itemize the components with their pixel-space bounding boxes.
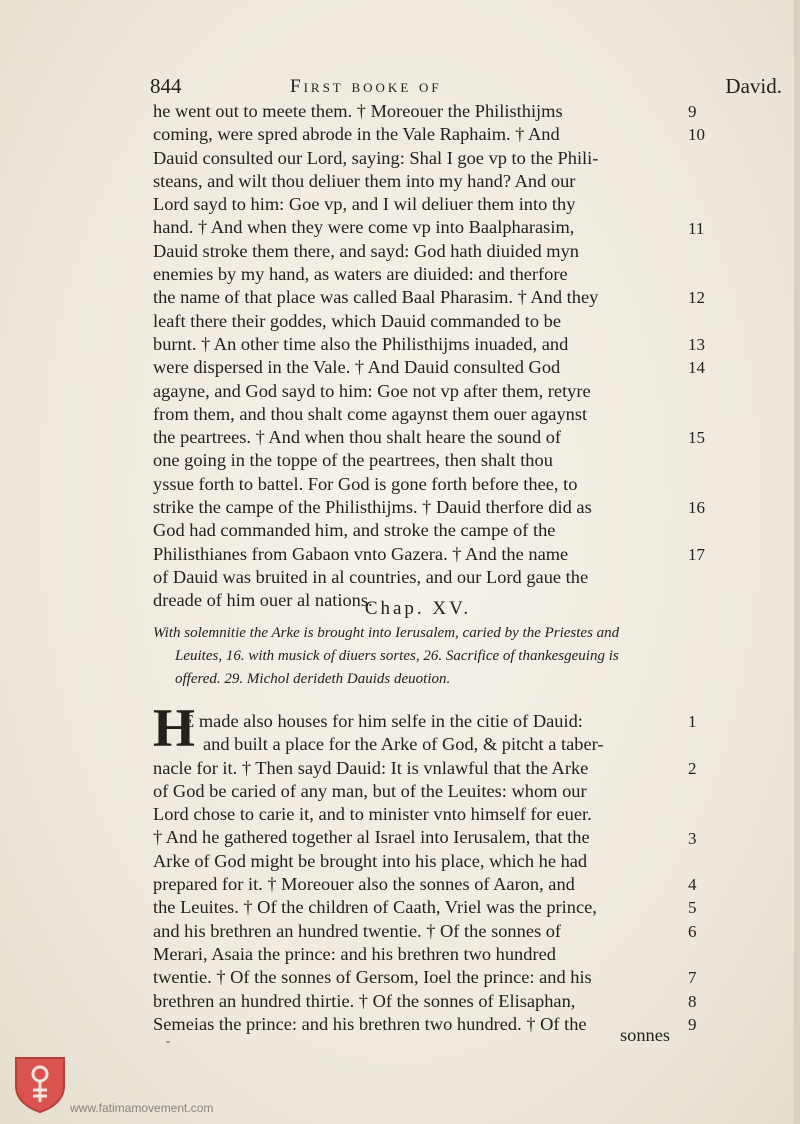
page-header <box>150 74 782 102</box>
text-block-1 <box>153 100 683 613</box>
verse-number: 9 <box>688 102 697 121</box>
text-line: E made also houses for him selfe in the citie of Dauid: <box>183 711 583 731</box>
text-line: Arke of God might be brought into his place, which he had <box>153 850 588 871</box>
text-line: hand. † And when they were come vp into Baalpharasim, <box>153 217 575 238</box>
text-line: one going in the toppe of the peartrees, then shalt thou <box>153 450 553 471</box>
argument-line: offered. 29. Michol derideth Dauids deuotion. <box>175 671 451 687</box>
text-line: yssue forth to battel. For God is gone forth before thee, to <box>153 473 578 494</box>
text-line: Lord chose to carie it, and to minister vnto himself for euer. <box>153 804 592 825</box>
text-line: and built a place for the Arke of God, & pitcht a taber- <box>203 734 604 755</box>
shield-logo-icon <box>12 1054 68 1114</box>
text-line: he went out to meete them. † Moreouer the Philisthijms <box>153 101 563 121</box>
text-line: burnt. † An other time also the Philisthijms inuaded, and <box>153 333 569 354</box>
text-line: from them, and thou shalt come agaynst them ouer agaynst <box>153 403 588 424</box>
verse-number: 11 <box>688 218 705 238</box>
footer-url[interactable]: www.fatimamovement.com <box>70 1101 214 1115</box>
text-line: Semeias the prince: and his brethren two hundred. † Of the <box>153 1013 587 1034</box>
text-line: † And he gathered together al Israel into Ierusalem, that the <box>153 827 590 848</box>
verse-number: 7 <box>688 968 697 988</box>
verse-number: 9 <box>688 1014 697 1034</box>
text-line: the name of that place was called Baal Pharasim. † And they <box>153 287 599 308</box>
text-line: steans, and wilt thou deliuer them into my hand? And our <box>153 170 576 191</box>
text-line: Merari, Asaia the prince: and his brethren two hundred <box>153 943 556 964</box>
verse-number: 3 <box>688 828 697 848</box>
margin-dash: - <box>166 1034 170 1048</box>
verse-number: 5 <box>688 898 697 918</box>
verse-number: 13 <box>688 335 705 354</box>
verse-number: 14 <box>688 358 705 378</box>
catchword: sonnes <box>620 1025 671 1045</box>
text-line: twentie. † Of the sonnes of Gersom, Ioel the prince: and his <box>153 967 592 988</box>
text-line: brethren an hundred thirtie. † Of the sonnes of Elisaphan, <box>153 990 576 1011</box>
text-line: the peartrees. † And when thou shalt heare the sound of <box>153 427 562 448</box>
verse-number: 8 <box>688 991 697 1011</box>
drop-capital: H <box>153 698 196 758</box>
verse-number: 17 <box>688 544 705 564</box>
verse-number: 1 <box>688 712 697 731</box>
text-line: God had commanded him, and stroke the campe of the <box>153 520 556 541</box>
text-line: and his brethren an hundred twentie. † Of the sonnes of <box>153 920 562 941</box>
text-line: Dauid stroke them there, and sayd: God hath diuided myn <box>153 240 579 261</box>
page-edge <box>794 0 800 1124</box>
text-block-2 <box>153 710 683 1036</box>
argument-line: With solemnitie the Arke is brought into Ierusalem, caried by the Priestes and <box>153 625 620 641</box>
text-line: Dauid consulted our Lord, saying: Shal I goe vp to the Phili- <box>153 147 599 168</box>
chapter-argument <box>153 622 733 691</box>
text-line: coming, were spred abrode in the Vale Raphaim. † And <box>153 124 560 145</box>
text-line: prepared for it. † Moreouer also the sonnes of Aaron, and <box>153 874 575 895</box>
verse-number: 6 <box>688 921 697 941</box>
folio: 844 <box>150 74 182 98</box>
verse-number: 10 <box>688 125 705 145</box>
running-title: First booke of <box>290 76 442 97</box>
text-line: the Leuites. † Of the children of Caath, Vriel was the prince, <box>153 897 597 918</box>
text-line: agayne, and God sayd to him: Goe not vp after them, retyre <box>153 380 591 401</box>
chapter-heading: Chap. XV. <box>364 598 472 619</box>
verse-number: 12 <box>688 288 705 308</box>
text-line: were dispersed in the Vale. † And Dauid consulted God <box>153 357 561 378</box>
verse-number: 4 <box>688 875 697 895</box>
text-line: of Dauid was bruited in al countries, and our Lord gaue the <box>153 566 589 587</box>
text-line: enemies by my hand, as waters are diuided: and therfore <box>153 264 568 285</box>
text-line: Philisthianes from Gabaon vnto Gazera. † And the name <box>153 543 569 564</box>
text-line: nacle for it. † Then sayd Dauid: It is vnlawful that the Arke <box>153 757 589 778</box>
verse-number: 15 <box>688 428 705 448</box>
text-line: dreade of him ouer al nations. <box>153 590 373 611</box>
running-title-right: David. <box>725 74 782 98</box>
text-line: Lord sayd to him: Goe vp, and I wil deliuer them into thy <box>153 194 576 215</box>
text-line: of God be caried of any man, but of the Leuites: whom our <box>153 780 587 801</box>
text-line: strike the campe of the Philisthijms. † Dauid therfore did as <box>153 497 592 518</box>
verse-number: 2 <box>688 758 697 778</box>
text-line: leaft there their goddes, which Dauid commanded to be <box>153 310 562 331</box>
verse-number: 16 <box>688 498 705 518</box>
argument-line: Leuites, 16. with musick of diuers sortes, 26. Sacrifice of thankesgeuing is <box>175 648 619 664</box>
